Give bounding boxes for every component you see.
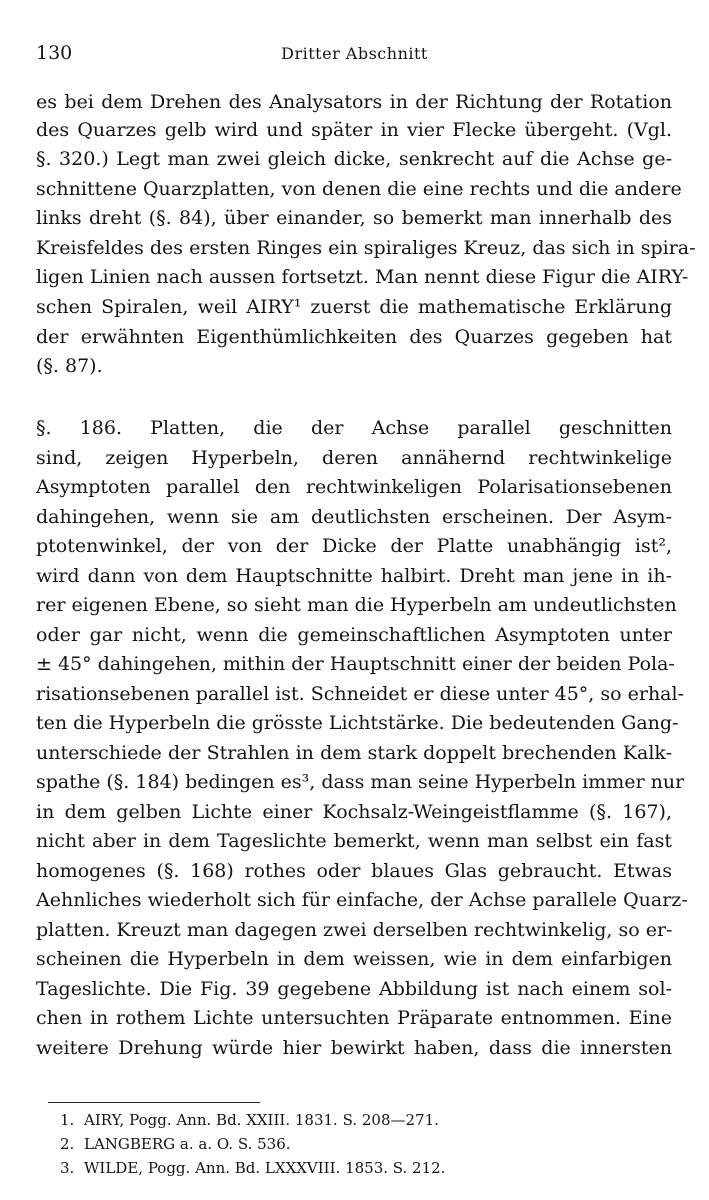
footnote-number: 1. xyxy=(60,1111,75,1129)
text-line: scheinen die Hyperbeln in dem weissen, wie in dem einfarbigen xyxy=(36,948,672,970)
text-line: weitere Drehung würde hier bewirkt haben, dass die innersten xyxy=(36,1037,672,1059)
text-line: ± 45° dahingehen, mithin der Hauptschnitt einer der beiden Pola- xyxy=(36,653,675,675)
footnote-text: WILDE, Pogg. Ann. Bd. LXXXVIII. 1853. S. 212. xyxy=(84,1159,446,1177)
text-line: oder gar nicht, wenn die gemeinschaftlichen Asymptoten unter xyxy=(36,624,672,646)
text-line: wird dann von dem Hauptschnitte halbirt. Dreht man jene in ih- xyxy=(36,565,672,587)
text-line: rer eigenen Ebene, so sieht man die Hyperbeln am undeutlichsten xyxy=(36,594,677,616)
text-line: Asymptoten parallel den rechtwinkeligen Polarisationsebenen xyxy=(36,476,672,498)
footnote xyxy=(60,1134,620,1154)
running-title: Dritter Abschnitt xyxy=(281,44,428,63)
footnote xyxy=(60,1158,620,1178)
footnote-number: 3. xyxy=(60,1159,75,1177)
text-line: in dem gelben Lichte einer Kochsalz-Weingeistflamme (§. 167), xyxy=(36,801,672,823)
text-line: (§. 87). xyxy=(36,355,103,377)
text-line: homogenes (§. 168) rothes oder blaues Glas gebraucht. Etwas xyxy=(36,860,672,882)
text-line: Kreisfeldes des ersten Ringes ein spiraliges Kreuz, das sich in spira- xyxy=(36,237,696,259)
text-line: es bei dem Drehen des Analysators in der Richtung der Rotation xyxy=(36,91,672,113)
footnote-rule xyxy=(48,1102,260,1103)
text-line: unterschiede der Strahlen in dem stark doppelt brechenden Kalk- xyxy=(36,742,672,764)
text-line: nicht aber in dem Tageslichte bemerkt, wenn man selbst ein fast xyxy=(36,830,672,852)
footnote-number: 2. xyxy=(60,1135,75,1153)
text-line: spathe (§. 184) bedingen es³, dass man seine Hyperbeln immer nur xyxy=(36,771,685,793)
text-line: dahingehen, wenn sie am deutlichsten erscheinen. Der Asym- xyxy=(36,506,672,528)
footnote-text: LANGBERG a. a. O. S. 536. xyxy=(84,1135,291,1153)
text-line: ligen Linien nach aussen fortsetzt. Man nennt diese Figur die AIRY- xyxy=(36,266,689,288)
page-number: 130 xyxy=(36,42,73,64)
text-line: ten die Hyperbeln die grösste Lichtstärke. Die bedeutenden Gang- xyxy=(36,712,679,734)
text-line: der erwähnten Eigenthümlichkeiten des Quarzes gegeben hat xyxy=(36,326,672,348)
text-line: Aehnliches wiederholt sich für einfache, der Achse parallele Quarz- xyxy=(36,889,688,911)
text-line: chen in rothem Lichte untersuchten Präparate entnommen. Eine xyxy=(36,1007,672,1029)
footnote xyxy=(60,1110,620,1130)
text-line: §. 320.) Legt man zwei gleich dicke, senkrecht auf die Achse ge- xyxy=(36,148,672,170)
text-line: sind, zeigen Hyperbeln, deren annähernd rechtwinkelige xyxy=(36,447,672,469)
text-line: schen Spiralen, weil AIRY¹ zuerst die mathematische Erklärung xyxy=(36,296,672,318)
text-line: ptotenwinkel, der von der Dicke der Platte unabhängig ist², xyxy=(36,535,672,557)
text-line: schnittene Quarzplatten, von denen die eine rechts und die andere xyxy=(36,178,682,200)
text-line: Tageslichte. Die Fig. 39 gegebene Abbildung ist nach einem sol- xyxy=(36,978,672,1000)
page-header xyxy=(36,42,673,68)
text-line: §. 186. Platten, die der Achse parallel geschnitten xyxy=(36,417,672,439)
text-line: links dreht (§. 84), über einander, so bemerkt man innerhalb des xyxy=(36,207,672,229)
text-line: risationsebenen parallel ist. Schneidet er diese unter 45°, so erhal- xyxy=(36,683,685,705)
text-line: des Quarzes gelb wird und später in vier Flecke übergeht. (Vgl. xyxy=(36,119,672,141)
text-line: platten. Kreuzt man dagegen zwei derselben rechtwinkelig, so er- xyxy=(36,919,673,941)
footnote-text: AIRY, Pogg. Ann. Bd. XXIII. 1831. S. 208—271. xyxy=(84,1111,439,1129)
